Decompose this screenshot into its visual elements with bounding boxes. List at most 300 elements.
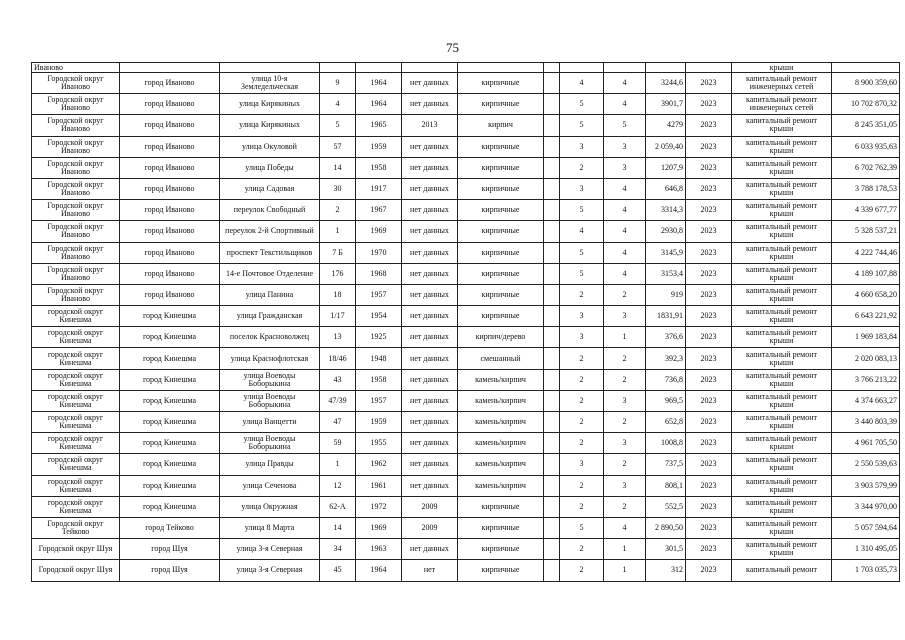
table-cell: 9	[320, 73, 356, 94]
table-cell: Городской округ Иваново	[32, 157, 120, 178]
table-cell: 2	[560, 539, 604, 560]
table-cell: 392,3	[646, 348, 686, 369]
table-cell: городской округ Кинешма	[32, 348, 120, 369]
table-cell: городской округ Кинешма	[32, 433, 120, 454]
table-cell: переулок 2-й Спортивный	[220, 221, 320, 242]
table-cell: 2	[560, 369, 604, 390]
table-cell: 2023	[686, 157, 732, 178]
table-cell: 1954	[356, 306, 402, 327]
table-cell: капитальный ремонт крыши	[732, 200, 832, 221]
table-cell: 1964	[356, 560, 402, 581]
table-cell: нет данных	[402, 94, 458, 115]
table-cell: кирпичные	[458, 560, 544, 581]
table-cell: капитальный ремонт крыши	[732, 242, 832, 263]
table-cell: Городской округ Иваново	[32, 263, 120, 284]
table-cell: 2009	[402, 517, 458, 538]
table-cell: нет данных	[402, 73, 458, 94]
table-cell: 2023	[686, 433, 732, 454]
table-cell: 3	[604, 433, 646, 454]
table-cell: город Кинешма	[120, 390, 220, 411]
table-cell: 2	[320, 200, 356, 221]
table-cell: капитальный ремонт крыши	[732, 475, 832, 496]
table-cell: 376,6	[646, 327, 686, 348]
table-cell: поселок Красноволжец	[220, 327, 320, 348]
table-cell: капитальный ремонт крыши	[732, 369, 832, 390]
table-cell: капитальный ремонт крыши	[732, 327, 832, 348]
table-cell: переулок Свободный	[220, 200, 320, 221]
table-cell: 3 766 213,22	[832, 369, 900, 390]
table-row	[32, 496, 900, 517]
table-cell: 3 344 970,00	[832, 496, 900, 517]
table-cell: капитальный ремонт крыши	[732, 306, 832, 327]
table-cell: 2023	[686, 560, 732, 581]
table-cell: 1	[320, 221, 356, 242]
table-cell: улица Воеводы Боборыкина	[220, 433, 320, 454]
table-cell: Городской округ Иваново	[32, 94, 120, 115]
table-cell: 2023	[686, 263, 732, 284]
table-cell: 5	[604, 115, 646, 136]
table-cell: кирпич	[458, 115, 544, 136]
table-cell: 2	[560, 284, 604, 305]
table-cell: 2023	[686, 369, 732, 390]
table-cell: кирпичные	[458, 73, 544, 94]
table-cell: 3	[560, 327, 604, 348]
table-cell: 1959	[356, 136, 402, 157]
table-cell: 552,5	[646, 496, 686, 517]
table-cell: нет данных	[402, 136, 458, 157]
table-cell: 2023	[686, 178, 732, 199]
table-cell: нет данных	[402, 390, 458, 411]
table-cell: 2023	[686, 327, 732, 348]
table-cell: 2023	[686, 496, 732, 517]
table-cell: город Шуя	[120, 539, 220, 560]
table-row	[32, 517, 900, 538]
table-cell: кирпичные	[458, 263, 544, 284]
table-cell: капитальный ремонт крыши	[732, 348, 832, 369]
table-cell: 969,5	[646, 390, 686, 411]
table-cell: нет данных	[402, 263, 458, 284]
table-cell: 1955	[356, 433, 402, 454]
table-cell: 3	[604, 390, 646, 411]
table-cell: 3	[604, 475, 646, 496]
table-cell: 47/39	[320, 390, 356, 411]
table-cell: 2023	[686, 73, 732, 94]
table-cell: 4	[604, 178, 646, 199]
table-cell: камень/кирпич	[458, 475, 544, 496]
table-cell: капитальный ремонт крыши	[732, 115, 832, 136]
table-cell: кирпичные	[458, 157, 544, 178]
table-cell: Городской округ Шуя	[32, 539, 120, 560]
table-cell: город Иваново	[120, 284, 220, 305]
table-cell: 62-А	[320, 496, 356, 517]
table-cell: кирпичные	[458, 221, 544, 242]
table-cell: кирпичные	[458, 94, 544, 115]
table-row	[32, 369, 900, 390]
table-cell: город Кинешма	[120, 412, 220, 433]
table-row	[32, 306, 900, 327]
table-cell: город Иваново	[120, 263, 220, 284]
table-cell: 2023	[686, 390, 732, 411]
table-cell: камень/кирпич	[458, 390, 544, 411]
table-cell: Городской округ Иваново	[32, 221, 120, 242]
table-cell: городской округ Кинешма	[32, 369, 120, 390]
table-cell: 4	[604, 200, 646, 221]
table-cell: 6 643 221,92	[832, 306, 900, 327]
table-cell: 8 900 359,60	[832, 73, 900, 94]
table-cell: улица Панина	[220, 284, 320, 305]
table-cell: улица Воеводы Боборыкина	[220, 390, 320, 411]
table-cell: капитальный ремонт крыши	[732, 284, 832, 305]
table-cell: улица Сеченова	[220, 475, 320, 496]
table-cell: улица Кирякиных	[220, 94, 320, 115]
table-cell: капитальный ремонт крыши	[732, 454, 832, 475]
table-cell: 45	[320, 560, 356, 581]
table-cell: улица 8 Марта	[220, 517, 320, 538]
table-cell: 4	[560, 73, 604, 94]
table-cell: нет данных	[402, 178, 458, 199]
table-cell: 1/17	[320, 306, 356, 327]
table-cell: 2009	[402, 496, 458, 517]
table-cell: Городской округ Иваново	[32, 242, 120, 263]
table-cell: улица Окуловой	[220, 136, 320, 157]
table-row	[32, 94, 900, 115]
table-cell: 4 374 663,27	[832, 390, 900, 411]
table-cell: 4 961 705,50	[832, 433, 900, 454]
table-cell: 5	[560, 517, 604, 538]
table-cell: 1962	[356, 454, 402, 475]
table-cell: 1 310 495,05	[832, 539, 900, 560]
table-cell: улица Окружная	[220, 496, 320, 517]
table-cell: 4	[604, 263, 646, 284]
table-cell: 5	[560, 263, 604, 284]
table-cell: 8 245 351,05	[832, 115, 900, 136]
table-cell: капитальный ремонт инженерных сетей	[732, 94, 832, 115]
table-row	[32, 157, 900, 178]
table-cell: 5	[560, 200, 604, 221]
table-cell: 2023	[686, 136, 732, 157]
table-cell: камень/кирпич	[458, 454, 544, 475]
table-cell: 736,8	[646, 369, 686, 390]
table-cell: 1958	[356, 157, 402, 178]
table-cell: город Тейково	[120, 517, 220, 538]
table-cell: улица Кирякиных	[220, 115, 320, 136]
table-cell: 59	[320, 433, 356, 454]
table-cell: городской округ Кинешма	[32, 475, 120, 496]
table-cell: Городской округ Иваново	[32, 115, 120, 136]
table-cell: 2023	[686, 94, 732, 115]
table-cell: 2	[604, 454, 646, 475]
table-cell: городской округ Кинешма	[32, 496, 120, 517]
table-cell: 1831,91	[646, 306, 686, 327]
table-cell: 1970	[356, 242, 402, 263]
table-cell: 1957	[356, 284, 402, 305]
table-cell: 1 703 035,73	[832, 560, 900, 581]
table-cell: 2023	[686, 412, 732, 433]
table-cell: 1917	[356, 178, 402, 199]
table-cell: улица 3-я Северная	[220, 539, 320, 560]
table-cell: кирпичные	[458, 136, 544, 157]
table-row	[32, 63, 900, 73]
table-cell: нет данных	[402, 475, 458, 496]
table-cell: капитальный ремонт крыши	[732, 390, 832, 411]
table-cell: город Шуя	[120, 560, 220, 581]
table-cell: 5 057 594,64	[832, 517, 900, 538]
table-cell: нет данных	[402, 369, 458, 390]
table-cell: Городской округ Тейково	[32, 517, 120, 538]
table-cell: 2	[560, 348, 604, 369]
table-cell: камень/кирпич	[458, 412, 544, 433]
table-cell: 2013	[402, 115, 458, 136]
table-row	[32, 242, 900, 263]
table-cell: город Кинешма	[120, 327, 220, 348]
table-cell: 3 903 579,99	[832, 475, 900, 496]
table-cell: Городской округ Иваново	[32, 200, 120, 221]
table-cell: кирпичные	[458, 200, 544, 221]
table-cell: кирпичные	[458, 539, 544, 560]
table-cell: город Кинешма	[120, 454, 220, 475]
table-cell: 5	[560, 94, 604, 115]
table-cell: капитальный ремонт крыши	[732, 412, 832, 433]
table-cell: 4	[604, 73, 646, 94]
table-cell: нет данных	[402, 412, 458, 433]
table-cell: 7 Б	[320, 242, 356, 263]
table-cell: городской округ Кинешма	[32, 390, 120, 411]
table-cell: 3314,3	[646, 200, 686, 221]
table-cell: 1964	[356, 73, 402, 94]
table-cell: нет	[402, 560, 458, 581]
page-number: 75	[446, 40, 459, 55]
table-cell: 1925	[356, 327, 402, 348]
table-cell: 4	[560, 221, 604, 242]
table-cell: 1961	[356, 475, 402, 496]
table-row	[32, 475, 900, 496]
table-cell: 3 788 178,53	[832, 178, 900, 199]
table-cell: 2 890,50	[646, 517, 686, 538]
table-cell: 4	[604, 517, 646, 538]
table-cell: 2	[604, 348, 646, 369]
table-cell: 2 020 083,13	[832, 348, 900, 369]
table-row	[32, 454, 900, 475]
table-cell: город Иваново	[120, 221, 220, 242]
table-cell: 2	[560, 475, 604, 496]
table-cell: улица 10-я Земледельческая	[220, 73, 320, 94]
table-cell: 3145,9	[646, 242, 686, 263]
table-row	[32, 327, 900, 348]
table-cell: 34	[320, 539, 356, 560]
table-cell: 312	[646, 560, 686, 581]
table-cell: 1	[320, 454, 356, 475]
table-cell: 13	[320, 327, 356, 348]
table-cell: 1948	[356, 348, 402, 369]
table-cell: город Кинешма	[120, 433, 220, 454]
table-cell: 1963	[356, 539, 402, 560]
table-cell: 5	[560, 242, 604, 263]
table-cell: 6 702 762,39	[832, 157, 900, 178]
table-cell: 1964	[356, 94, 402, 115]
table-cell: 1957	[356, 390, 402, 411]
table-cell: 2	[604, 369, 646, 390]
table-cell: город Иваново	[120, 200, 220, 221]
table-cell: 1965	[356, 115, 402, 136]
table-row	[32, 284, 900, 305]
table-row	[32, 433, 900, 454]
table-cell: городской округ Кинешма	[32, 454, 120, 475]
table-cell: нет данных	[402, 242, 458, 263]
table-cell: 2	[604, 496, 646, 517]
table-row	[32, 560, 900, 581]
table-cell: 2	[560, 496, 604, 517]
table-cell: город Иваново	[120, 242, 220, 263]
table-cell: 10 702 870,32	[832, 94, 900, 115]
table-cell: 808,1	[646, 475, 686, 496]
table-cell: камень/кирпич	[458, 369, 544, 390]
table-cell: 4 660 658,20	[832, 284, 900, 305]
table-cell: 2	[560, 390, 604, 411]
table-row	[32, 263, 900, 284]
table-cell: 646,8	[646, 178, 686, 199]
table-cell: 6 033 935,63	[832, 136, 900, 157]
table-cell: 2	[560, 433, 604, 454]
table-cell: 4 339 677,77	[832, 200, 900, 221]
table-cell: капитальный ремонт крыши	[732, 517, 832, 538]
table-cell: 1972	[356, 496, 402, 517]
table-cell: Городской округ Иваново	[32, 284, 120, 305]
table-cell: город Иваново	[120, 115, 220, 136]
table-cell: Иваново	[32, 63, 120, 73]
table-cell: 5	[560, 115, 604, 136]
table-cell: 2023	[686, 200, 732, 221]
table-cell: 47	[320, 412, 356, 433]
table-cell: улица Краснофлотская	[220, 348, 320, 369]
table-cell: 1969	[356, 517, 402, 538]
table-cell: 4	[604, 94, 646, 115]
table-cell: 57	[320, 136, 356, 157]
table-cell: нет данных	[402, 433, 458, 454]
table-cell: Городской округ Шуя	[32, 560, 120, 581]
table-cell: нет данных	[402, 200, 458, 221]
table-row	[32, 136, 900, 157]
table-cell: 1958	[356, 369, 402, 390]
table-cell: 3	[560, 454, 604, 475]
table-cell: 1008,8	[646, 433, 686, 454]
table-cell: 1	[604, 539, 646, 560]
table-cell: улица Садовая	[220, 178, 320, 199]
table-cell: 2023	[686, 454, 732, 475]
table-cell: 3	[604, 157, 646, 178]
table-row	[32, 348, 900, 369]
table-cell: кирпичные	[458, 517, 544, 538]
table-cell: улица 3-я Северная	[220, 560, 320, 581]
table-cell: нет данных	[402, 306, 458, 327]
table-cell: крыши	[732, 63, 832, 73]
table-cell: 2023	[686, 517, 732, 538]
table-cell: улица Гражданская	[220, 306, 320, 327]
table-cell: 14-е Почтовое Отделение	[220, 263, 320, 284]
table-cell: нет данных	[402, 284, 458, 305]
table-cell: 3153,4	[646, 263, 686, 284]
table-cell: 2930,8	[646, 221, 686, 242]
table-cell: капитальный ремонт крыши	[732, 136, 832, 157]
table-cell: смешанный	[458, 348, 544, 369]
table-cell: проспект Текстильщиков	[220, 242, 320, 263]
table-cell: нет данных	[402, 221, 458, 242]
table-cell: 2 059,40	[646, 136, 686, 157]
table-cell: город Иваново	[120, 73, 220, 94]
table-cell: город Кинешма	[120, 369, 220, 390]
table-row	[32, 178, 900, 199]
table-cell: город Кинешма	[120, 496, 220, 517]
table-cell: 1968	[356, 263, 402, 284]
table-cell: 652,8	[646, 412, 686, 433]
table-cell: 737,5	[646, 454, 686, 475]
repair-table	[31, 62, 900, 582]
table-cell: 2023	[686, 475, 732, 496]
table-cell: 2	[560, 560, 604, 581]
table-cell: 4	[604, 242, 646, 263]
table-cell: 43	[320, 369, 356, 390]
table-cell: 1969	[356, 221, 402, 242]
table-cell: 176	[320, 263, 356, 284]
table-cell: 18/46	[320, 348, 356, 369]
table-cell: кирпичные	[458, 242, 544, 263]
table-cell: кирпичные	[458, 306, 544, 327]
table-cell: 2	[560, 157, 604, 178]
table-cell: город Иваново	[120, 178, 220, 199]
table-row	[32, 73, 900, 94]
table-cell: капитальный ремонт инженерных сетей	[732, 73, 832, 94]
table-row	[32, 115, 900, 136]
table-cell: 4279	[646, 115, 686, 136]
table-cell: 18	[320, 284, 356, 305]
table-cell: город Кинешма	[120, 475, 220, 496]
table-cell: городской округ Кинешма	[32, 306, 120, 327]
table-cell: город Кинешма	[120, 306, 220, 327]
table-cell: улица Воеводы Боборыкина	[220, 369, 320, 390]
table-cell: 2023	[686, 539, 732, 560]
table-cell: нет данных	[402, 539, 458, 560]
table-cell: 2	[604, 284, 646, 305]
table-cell: 3	[560, 136, 604, 157]
table-cell: 4 189 107,88	[832, 263, 900, 284]
table-cell: улица Ванцетти	[220, 412, 320, 433]
table-cell: 5	[320, 115, 356, 136]
table-cell: капитальный ремонт	[732, 560, 832, 581]
table-cell: 4 222 744,46	[832, 242, 900, 263]
table-cell: 1967	[356, 200, 402, 221]
table-cell: 14	[320, 517, 356, 538]
table-cell: 3	[604, 306, 646, 327]
table-cell: Городской округ Иваново	[32, 136, 120, 157]
table-cell: 2023	[686, 306, 732, 327]
table-cell: 3244,6	[646, 73, 686, 94]
table-cell: Городской округ Иваново	[32, 178, 120, 199]
table-cell: 1959	[356, 412, 402, 433]
table-row	[32, 390, 900, 411]
table-cell: улица Победы	[220, 157, 320, 178]
table-cell: 3	[560, 178, 604, 199]
table-row	[32, 412, 900, 433]
table-cell: нет данных	[402, 454, 458, 475]
table-cell: 2	[560, 412, 604, 433]
table-cell: 2023	[686, 115, 732, 136]
table-row	[32, 221, 900, 242]
table-cell: город Иваново	[120, 157, 220, 178]
table-cell: 1	[604, 327, 646, 348]
table-cell: 2023	[686, 242, 732, 263]
table-cell: 12	[320, 475, 356, 496]
table-cell: 1	[604, 560, 646, 581]
table-cell: улица Правды	[220, 454, 320, 475]
